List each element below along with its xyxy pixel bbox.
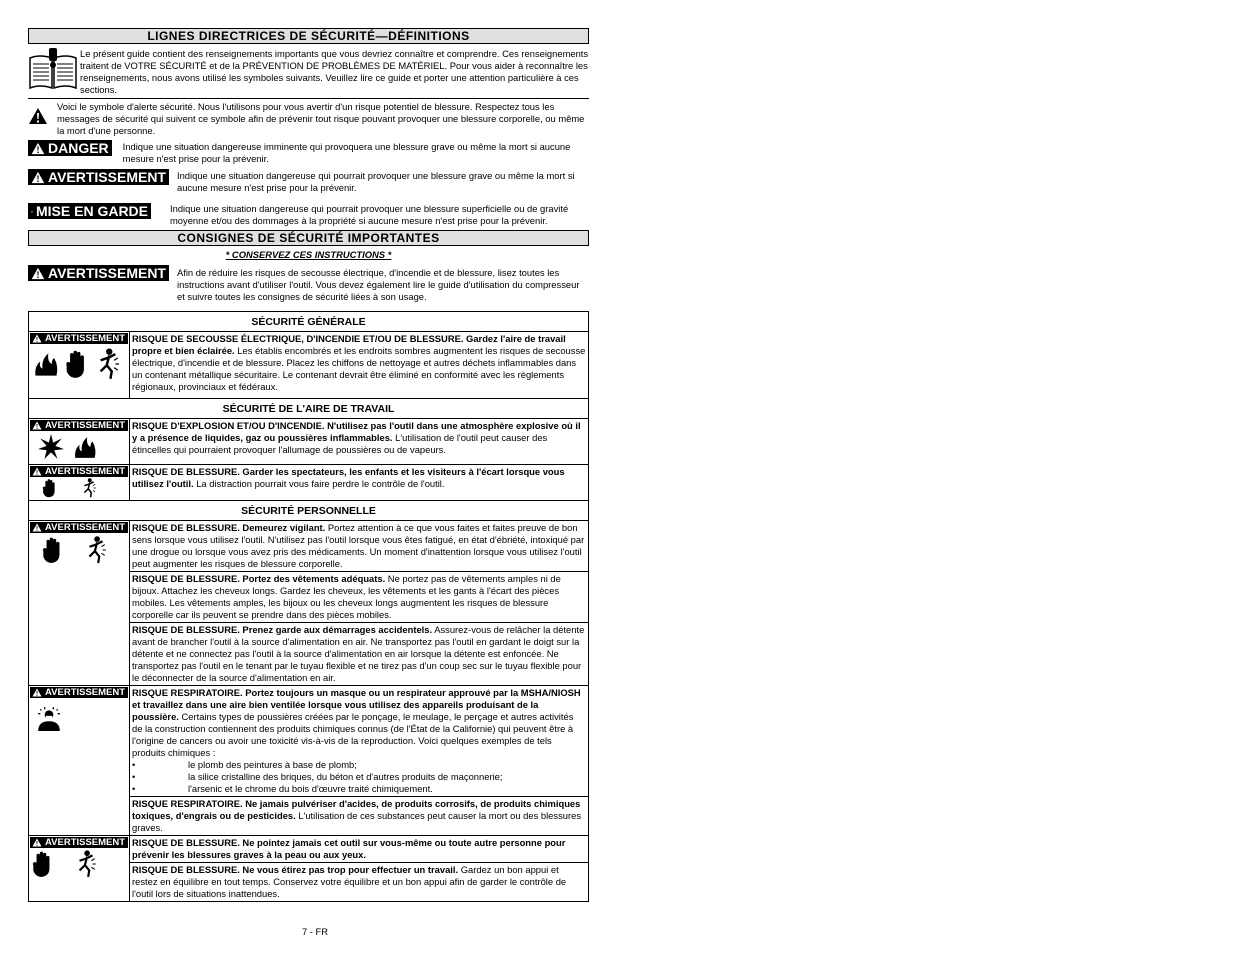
danger-label: DANGER bbox=[28, 140, 112, 156]
risk-text: RISQUE DE BLESSURE. Portez des vêtements adéquats. Ne portez pas de vêtements amples ni de bijoux. Attachez les cheveux longs. Gardez les cheveux, les vêtements et les gants à l'écart des pièces mobiles. Les vêtements amples, les bijoux ou les cheveux longs augmentent les risques de blessure corporelle car ils peuvent se prendre dans des pièces mobiles. bbox=[130, 572, 589, 623]
intro-block bbox=[28, 44, 589, 99]
danger-definition bbox=[28, 140, 589, 165]
warning-text: Indique une situation dangereuse qui pourrait provoquer une blessure grave ou même la mort si aucune mesure n'est prise pour la prévenir. bbox=[176, 170, 575, 193]
warning-label: AVERTISSEMENT bbox=[30, 333, 128, 344]
section-header-definitions: LIGNES DIRECTRICES DE SÉCURITÉ—DÉFINITIONS bbox=[28, 28, 589, 44]
warning-triangle-icon bbox=[32, 421, 42, 430]
section-header-important: CONSIGNES DE SÉCURITÉ IMPORTANTES bbox=[28, 230, 589, 246]
intro-text: Le présent guide contient des renseignements importants que vous devriez connaître et comprendre. Ces renseignements traitent de VOTRE SÉCURITÉ et de la PRÉVENTION DE PROBLÈMES DE MATÉRIEL. Pour vous aider à reconnaître les renseignements, nous avons utilisé les symboles suivants. Veuillez lire ce guide et porter une attention particulière à ces sections. bbox=[80, 48, 589, 95]
risk-text: RISQUE DE SECOUSSE ÉLECTRIQUE, D'INCENDIE ET/OU DE BLESSURE. Gardez l'aire de travail propre et bien éclairée. Les établis encombrés et les endroits sombres augmentent les risques de secousse électrique, d'incendie et de blessure. Placez les chiffons de nettoyage et autres déchets inflammables dans un contenant métallique sécuritaire. Le contenant devrait être éliminé en conformité avec les règlements régionaux, provinciaux et fédéraux. bbox=[130, 332, 589, 399]
section-general-title: SÉCURITÉ GÉNÉRALE bbox=[29, 312, 589, 332]
icon-cell bbox=[29, 836, 130, 902]
alert-symbol-block bbox=[28, 99, 589, 137]
section-personal-title: SÉCURITÉ PERSONNELLE bbox=[29, 501, 589, 521]
warning-label: AVERTISSEMENT bbox=[28, 169, 169, 185]
warning-triangle-icon bbox=[32, 838, 42, 847]
table-row bbox=[29, 836, 589, 863]
warning-label: AVERTISSEMENT bbox=[30, 420, 128, 431]
page-number: 7 - FR bbox=[301, 926, 329, 937]
warning-label: AVERTISSEMENT bbox=[30, 687, 128, 698]
warning-triangle-icon bbox=[28, 101, 57, 137]
warning-triangle-icon bbox=[31, 171, 45, 184]
general-warning bbox=[28, 265, 589, 303]
warning-triangle-icon bbox=[31, 205, 33, 218]
person-hazard-icon bbox=[84, 535, 108, 565]
respirator-mask-icon bbox=[36, 701, 62, 735]
table-row bbox=[29, 419, 589, 465]
person-hazard-icon bbox=[74, 850, 98, 878]
warning-triangle-icon bbox=[31, 142, 45, 155]
list-item: la silice cristalline des briques, du béton et d'autres produits de maçonnerie; bbox=[188, 771, 503, 782]
icon-cell bbox=[29, 686, 130, 836]
danger-text: Indique une situation dangereuse imminente qui provoquera une blessure grave ou même la mort si aucune mesure n'est prise pour la prévenir. bbox=[122, 141, 571, 164]
person-hazard-icon bbox=[80, 478, 98, 498]
warning-label: AVERTISSEMENT bbox=[30, 522, 128, 533]
explosion-icon bbox=[36, 434, 66, 460]
risk-text: RISQUE DE BLESSURE. Prenez garde aux démarrages accidentels. Assurez-vous de relâcher la détente avant de brancher l'outil à la source d'alimentation en air. Ne transportez pas l'outil en gardant le doigt sur la détente et ne connectez pas l'outil à la source d'alimentation en air lorsque la détente est enfoncée. Ne transportez pas l'outil en le tenant par le tuyau flexible et ne tirez pas d'un coup sec sur le tuyau flexible pour le déconnecter de la source d'alimentation en air. bbox=[130, 623, 589, 686]
table-row bbox=[29, 686, 589, 797]
warning-label: AVERTISSEMENT bbox=[30, 837, 128, 848]
table-row bbox=[29, 332, 589, 399]
safety-table bbox=[28, 311, 589, 902]
warning-triangle-icon bbox=[31, 267, 45, 280]
icon-cell bbox=[29, 419, 130, 465]
risk-text: RISQUE D'EXPLOSION ET/OU D'INCENDIE. N'utilisez pas l'outil dans une atmosphère explosive où il y a présence de liquides, gaz ou poussières inflammables. L'utilisation de l'outil peut causer des étincelles qui pourraient provoquer l'allumage de poussières ou de vapeurs. bbox=[130, 419, 589, 465]
icon-cell bbox=[29, 332, 130, 399]
fire-icon bbox=[70, 434, 100, 460]
table-row bbox=[29, 465, 589, 501]
risk-text: RISQUE RESPIRATOIRE. Ne jamais pulvériser d'acides, de produits corrosifs, de produits chimiques toxiques, d'engrais ou de pesticides. L'utilisation de ces substances peut causer la mort ou des blessures graves. bbox=[130, 797, 589, 836]
alert-symbol-text: Voici le symbole d'alerte sécurité. Nous l'utilisons pour vous avertir d'un risque potentiel de blessure. Respectez tous les messages de sécurité qui suivent ce symbole afin de prévenir tout risque pouvant provoquer une blessure corporelle, ou même la mort d'une personne. bbox=[57, 101, 585, 136]
fire-icon bbox=[32, 350, 60, 378]
warning-triangle-icon bbox=[32, 334, 42, 343]
section-work-area-title: SÉCURITÉ DE L'AIRE DE TRAVAIL bbox=[29, 399, 589, 419]
caution-label: MISE EN GARDE bbox=[28, 203, 151, 219]
list-item: l'arsenic et le chrome du bois d'œuvre traité chimiquement. bbox=[188, 783, 433, 794]
icon-cell bbox=[29, 521, 130, 686]
risk-text: RISQUE DE BLESSURE. Ne pointez jamais cet outil sur vous-même ou toute autre personne pour prévenir les blessures graves à la peau ou aux yeux. bbox=[130, 836, 589, 863]
risk-text: RISQUE DE BLESSURE. Ne vous étirez pas trop pour effectuer un travail. Gardez un bon appui et restez en équilibre en tout temps. Conservez votre équilibre et un bon appui afin de garder le contrôle de l'outil lors de situations inattendues. bbox=[130, 863, 589, 902]
warning-definition bbox=[28, 169, 589, 194]
icon-cell bbox=[29, 465, 130, 501]
hand-icon bbox=[42, 478, 58, 498]
warning-label: AVERTISSEMENT bbox=[30, 466, 128, 477]
warning-triangle-icon bbox=[32, 523, 42, 532]
risk-text: RISQUE DE BLESSURE. Garder les spectateurs, les enfants et les visiteurs à l'écart lorsque vous utilisez l'outil. La distraction pourrait vous faire perdre le contrôle de l'outil. bbox=[130, 465, 589, 501]
warning-label: AVERTISSEMENT bbox=[28, 265, 169, 281]
document-page bbox=[28, 28, 589, 902]
list-item: le plomb des peintures à base de plomb; bbox=[188, 759, 357, 770]
hand-icon bbox=[32, 850, 54, 878]
manual-book-icon bbox=[28, 48, 80, 96]
table-row bbox=[29, 521, 589, 572]
hand-icon bbox=[42, 536, 64, 564]
risk-text: RISQUE DE BLESSURE. Demeurez vigilant. Portez attention à ce que vous faites et faites preuve de bon sens lorsque vous utilisez l'outil. N'utilisez pas l'outil lorsque vous êtes fatigué, en état d'ébriété, intoxiqué par une drogue ou lorsque vous avez pris des médicaments. Un moment d'inattention lorsque vous utilisez l'outil peut augmenter les risques de blessure corporelle. bbox=[130, 521, 589, 572]
hand-shock-icon bbox=[64, 349, 90, 379]
caution-text: Indique une situation dangereuse qui pourrait provoquer une blessure superficielle ou de gravité moyenne et/ou des dommages à la propriété si aucune mesure n'est prise pour la prévenir. bbox=[170, 203, 569, 226]
general-warning-text: Afin de réduire les risques de secousse électrique, d'incendie et de blessure, lisez toutes les instructions avant d'utiliser l'outil. Vous devez également lire le guide d'utilisation du compresseur et suivre toutes les consignes de sécurité liées à son usage. bbox=[176, 267, 580, 302]
keep-instructions: * CONSERVEZ CES INSTRUCTIONS * bbox=[225, 249, 392, 260]
warning-triangle-icon bbox=[32, 467, 42, 476]
caution-definition bbox=[28, 203, 589, 227]
person-shock-icon bbox=[94, 348, 122, 380]
warning-triangle-icon bbox=[32, 688, 42, 697]
risk-text: RISQUE RESPIRATOIRE. Portez toujours un masque ou un respirateur approuvé par la MSHA/NIOSH et travaillez dans une aire bien ventilée lorsque vous utilisez des appareils produisant de la poussière. Certains types de poussières créées par le ponçage, le meulage, le perçage et autres activités de la construction contiennent des produits chimiques connus (de l'État de la Californie) qui peuvent être à l'origine de cancers ou avoir une toxicité vis-à-vis de la reproduction. Voici quelques exemples de tels produits chimiques : • le plomb des peintures à base de plomb; • la silice cristalline des briques, du béton et d'autres produits de maçonnerie; • l'arsenic et le chrome du bois d'œuvre traité chimiquement. bbox=[130, 686, 589, 797]
